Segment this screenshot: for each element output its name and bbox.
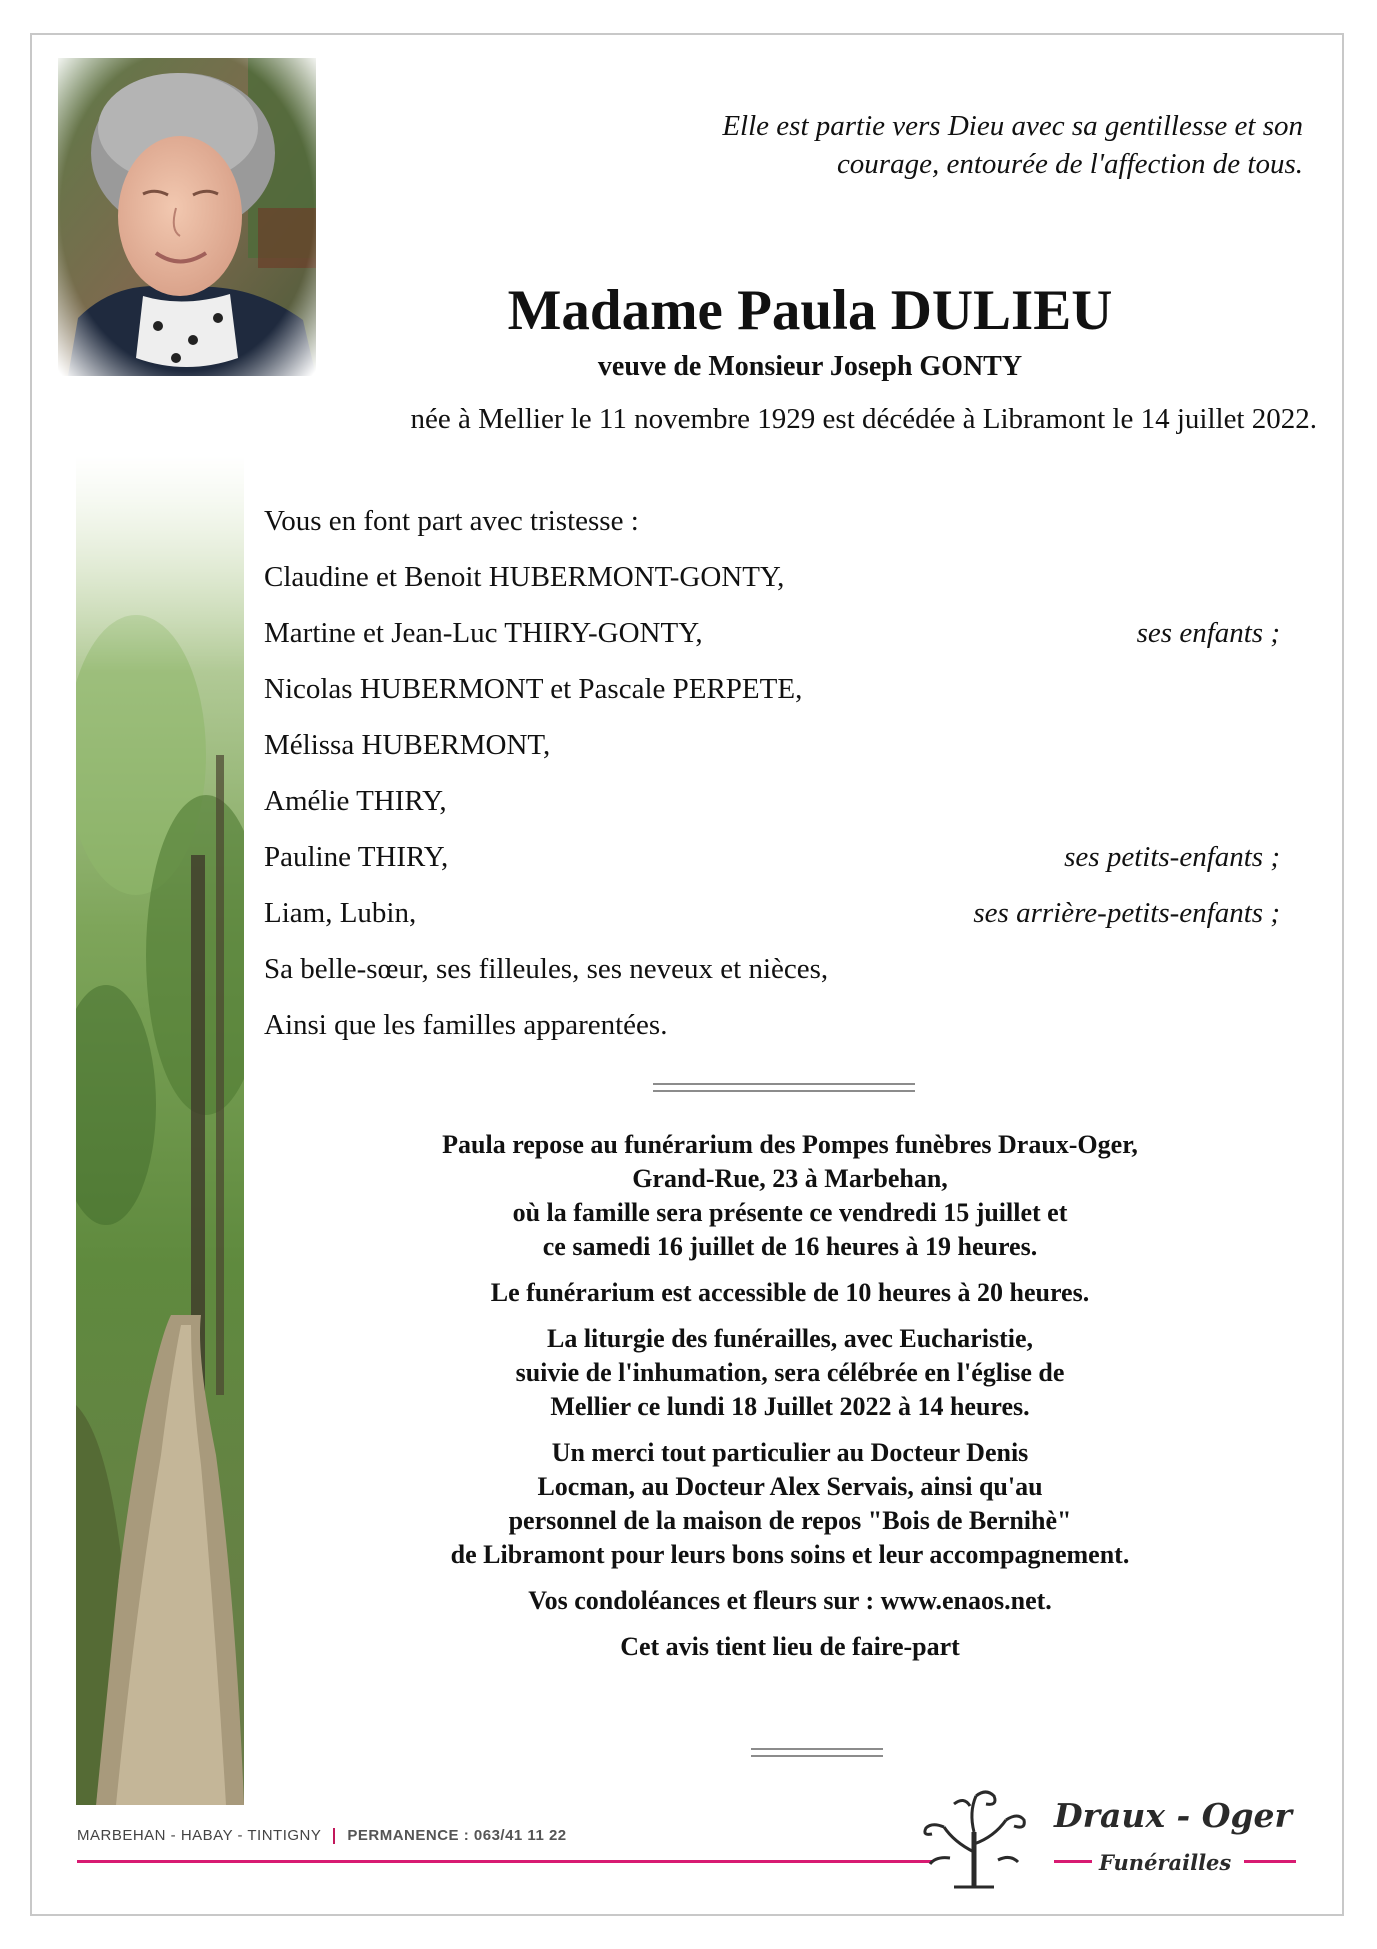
forest-path-image [76, 455, 244, 1805]
family-line [264, 892, 1280, 948]
family-line-text: Liam, Lubin, [264, 897, 417, 929]
condolences-line: Vos condoléances et fleurs sur : www.enaos.net. [528, 1586, 1052, 1615]
family-line [264, 948, 1280, 1004]
info-paragraph [330, 1128, 1250, 1264]
family-line-text: Amélie THIRY, [264, 785, 447, 817]
section-divider [751, 1748, 883, 1757]
info-line: Mellier ce lundi 18 Juillet 2022 à 14 heures. [550, 1392, 1030, 1421]
logo-accent-line [1054, 1860, 1092, 1863]
family-line-text: Mélissa HUBERMONT, [264, 729, 551, 761]
info-line: de Libramont pour leurs bons soins et leur accompagnement. [450, 1540, 1130, 1569]
family-relation: ses arrière-petits-enfants ; [973, 897, 1280, 929]
portrait-photo [58, 58, 316, 376]
logo-accent-line [1244, 1860, 1296, 1863]
funeral-info [330, 1128, 1250, 1676]
info-line: où la famille sera présente ce vendredi 15 juillet et [512, 1198, 1068, 1227]
info-paragraph [330, 1322, 1250, 1424]
family-line-text: Sa belle-sœur, ses filleules, ses neveux et nièces, [264, 953, 829, 985]
logo-subtitle: Funérailles [1099, 1850, 1232, 1875]
info-paragraph [330, 1276, 1250, 1310]
family-relation: ses petits-enfants ; [1064, 841, 1280, 873]
info-line: Locman, au Docteur Alex Servais, ainsi qu'au [537, 1472, 1043, 1501]
epitaph-line: Elle est partie vers Dieu avec sa gentillesse et son [722, 110, 1303, 142]
logo-name: Draux - Oger [1054, 1796, 1292, 1835]
family-line [264, 668, 1280, 724]
info-line: La liturgie des funérailles, avec Eucharistie, [546, 1324, 1033, 1353]
footer-locations: MARBEHAN - HABAY - TINTIGNY [77, 1827, 322, 1844]
family-line-text: Claudine et Benoit HUBERMONT-GONTY, [264, 561, 785, 593]
info-line: Le funérarium est accessible de 10 heures à 20 heures. [490, 1278, 1090, 1307]
epitaph-quote [543, 107, 1303, 183]
widow-of: veuve de Monsieur Joseph GONTY [597, 351, 1023, 382]
info-line: Grand-Rue, 23 à Marbehan, [632, 1164, 948, 1193]
section-divider [653, 1083, 915, 1092]
family-line-text: Vous en font part avec tristesse : [264, 505, 639, 537]
family-line-text: Ainsi que les familles apparentées. [264, 1009, 668, 1041]
epitaph-line: courage, entourée de l'affection de tous. [836, 148, 1303, 180]
draux-oger-logo [904, 1782, 1304, 1902]
family-line [264, 612, 1280, 668]
info-line: ce samedi 16 juillet de 16 heures à 19 heures. [542, 1232, 1038, 1261]
family-line-text: Pauline THIRY, [264, 841, 449, 873]
family-line [264, 556, 1280, 612]
tree-icon [914, 1782, 1034, 1892]
info-line: Paula repose au funérarium des Pompes funèbres Draux-Oger, [442, 1130, 1138, 1159]
birth-death-dates: née à Mellier le 11 novembre 1929 est décédée à Libramont le 14 juillet 2022. [410, 403, 1317, 435]
info-paragraph [330, 1630, 1250, 1664]
info-line: Un merci tout particulier au Docteur Denis [551, 1438, 1029, 1467]
info-paragraph [330, 1436, 1250, 1572]
family-list [264, 500, 1280, 1060]
footer-permanence: PERMANENCE : 063/41 11 22 [347, 1827, 567, 1844]
footer-separator [333, 1828, 335, 1844]
deceased-name: Madame Paula DULIEU [507, 279, 1113, 342]
family-line [264, 724, 1280, 780]
info-line: personnel de la maison de repos "Bois de Bernihè" [508, 1506, 1072, 1535]
footer-accent-line [77, 1860, 933, 1863]
family-line [264, 780, 1280, 836]
footer-contact [77, 1827, 567, 1844]
family-line [264, 1004, 1280, 1060]
family-relation: ses enfants ; [1136, 617, 1280, 649]
family-line [264, 836, 1280, 892]
info-paragraph [330, 1584, 1250, 1618]
family-line-text: Nicolas HUBERMONT et Pascale PERPETE, [264, 673, 803, 705]
family-line [264, 500, 1280, 556]
family-line-text: Martine et Jean-Luc THIRY-GONTY, [264, 617, 703, 649]
info-line: suivie de l'inhumation, sera célébrée en l'église de [515, 1358, 1065, 1387]
faire-part-notice: Cet avis tient lieu de faire-part [620, 1632, 960, 1661]
